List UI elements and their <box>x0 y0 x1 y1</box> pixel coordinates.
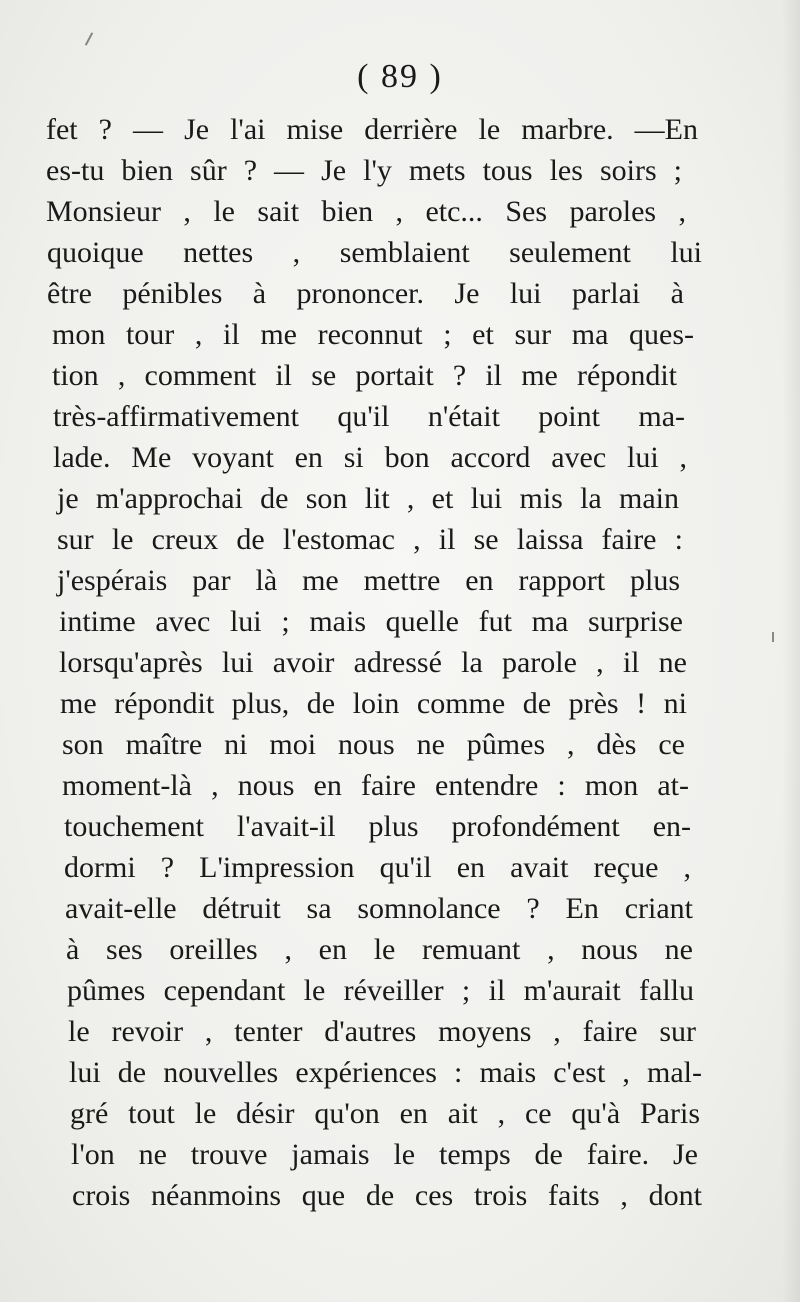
text-line: pûmes cependant le réveiller ; il m'aurait fallu <box>67 974 694 1007</box>
text-line: fet ? — Je l'ai mise derrière le marbre. —En <box>46 113 698 146</box>
text-line: lui de nouvelles expériences : mais c'est , mal- <box>69 1056 702 1089</box>
text-line: très-affirmativement qu'il n'était point ma- <box>53 400 685 433</box>
text-line: je m'approchai de son lit , et lui mis la main <box>57 482 679 515</box>
text-line: crois néanmoins que de ces trois faits , dont <box>72 1179 702 1212</box>
text-line: l'on ne trouve jamais le temps de faire. Je <box>71 1138 698 1171</box>
text-line: avait-elle détruit sa somnolance ? En criant <box>65 892 693 925</box>
text-line: lade. Me voyant en si bon accord avec lui , <box>53 441 687 474</box>
text-line: sur le creux de l'estomac , il se laissa faire : <box>57 523 683 556</box>
text-line: me répondit plus, de loin comme de près ! ni <box>60 687 687 720</box>
text-line: j'espérais par là me mettre en rapport plus <box>57 564 680 597</box>
text-line: quoique nettes , semblaient seulement lui <box>47 236 702 269</box>
text-line: mon tour , il me reconnut ; et sur ma ques- <box>52 318 694 351</box>
text-line: tion , comment il se portait ? il me répondit <box>52 359 677 392</box>
text-line: dormi ? L'impression qu'il en avait reçue , <box>64 851 691 884</box>
text-line: lorsqu'après lui avoir adressé la parole , il ne <box>59 646 687 679</box>
text-line: moment-là , nous en faire entendre : mon at- <box>62 769 689 802</box>
text-line: touchement l'avait-il plus profondément en- <box>64 810 691 843</box>
text-line: à ses oreilles , en le remuant , nous ne <box>66 933 693 966</box>
text-line: son maître ni moi nous ne pûmes , dès ce <box>62 728 685 761</box>
page-number: ( 89 ) <box>357 58 443 95</box>
text-line: Monsieur , le sait bien , etc... Ses paroles , <box>46 195 686 228</box>
text-line: être pénibles à prononcer. Je lui parlai à <box>47 277 684 310</box>
text-line: gré tout le désir qu'on en ait , ce qu'à Paris <box>70 1097 700 1130</box>
text-line: es-tu bien sûr ? — Je l'y mets tous les soirs ; <box>46 154 682 187</box>
text-line: intime avec lui ; mais quelle fut ma surprise <box>59 605 683 638</box>
text-line: le revoir , tenter d'autres moyens , faire sur <box>68 1015 696 1048</box>
